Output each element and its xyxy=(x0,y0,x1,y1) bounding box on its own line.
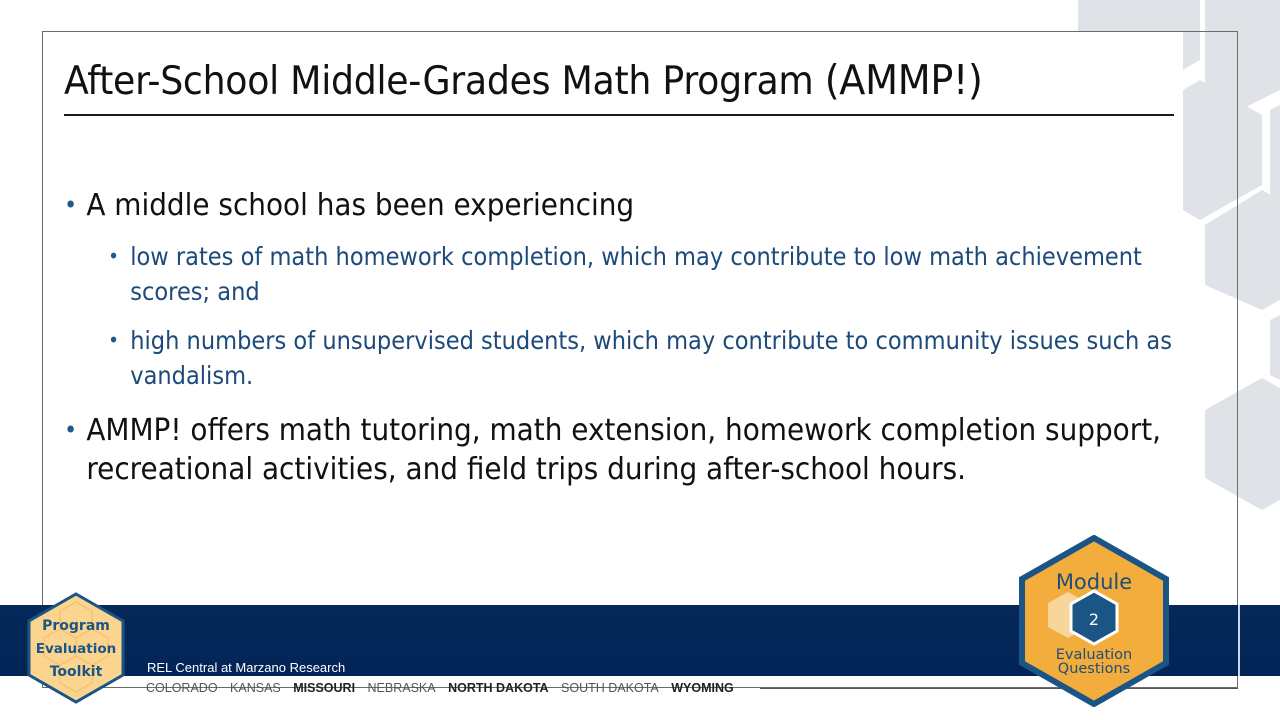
bullet-2-text: AMMP! offers math tutoring, math extension, homework completion support, recreational activities, and field trips during after-school hours. xyxy=(86,413,1162,487)
state-nebraska: NEBRASKA xyxy=(367,681,436,695)
states-list xyxy=(146,681,743,695)
toolkit-line-2: Evaluation xyxy=(35,641,117,657)
organization-name: REL Central at Marzano Research xyxy=(147,660,346,675)
bullet-2 xyxy=(64,411,1165,489)
state-wyoming: WYOMING xyxy=(671,681,734,695)
state-north-dakota: NORTH DAKOTA xyxy=(448,681,549,695)
module-label: Module xyxy=(1055,570,1133,594)
state-missouri: MISSOURI xyxy=(293,681,356,695)
toolkit-line-1: Program xyxy=(42,618,110,634)
slide-title xyxy=(64,56,983,104)
bullet-dot-icon: • xyxy=(108,328,120,352)
toolkit-line-3: Toolkit xyxy=(49,664,103,680)
module-subtitle-line-2: Questions xyxy=(1057,661,1131,677)
footer-band-divider xyxy=(1238,605,1240,676)
title-main: After-School Middle-Grades Math Program xyxy=(64,59,825,104)
bullet-dot-icon: • xyxy=(64,191,78,219)
state-kansas: KANSAS xyxy=(230,681,281,695)
bullet-dot-icon: • xyxy=(108,244,120,268)
sub-bullet-2 xyxy=(64,323,1216,393)
module-number: 2 xyxy=(1088,610,1100,629)
sub-bullet-1 xyxy=(64,239,1216,309)
title-underline xyxy=(64,114,1174,116)
state-south-dakota: SOUTH DAKOTA xyxy=(561,681,659,695)
sub-bullet-2-text: high numbers of unsupervised students, which may contribute to community issues such as vandalism. xyxy=(130,326,1172,390)
bullet-1-text: A middle school has been experiencing xyxy=(86,188,635,223)
title-acronym: (AMMP!) xyxy=(824,56,983,104)
module-subtitle-line-1: Evaluation xyxy=(1055,647,1133,663)
sub-bullet-1-text: low rates of math homework completion, which may contribute to low math achievement scores; and xyxy=(130,242,1142,306)
state-colorado: COLORADO xyxy=(146,681,218,695)
bullet-dot-icon: • xyxy=(64,416,78,444)
bullet-1 xyxy=(64,186,1165,225)
module-badge xyxy=(1018,535,1170,707)
program-evaluation-toolkit-logo xyxy=(26,592,126,704)
slide-body xyxy=(64,186,1172,489)
